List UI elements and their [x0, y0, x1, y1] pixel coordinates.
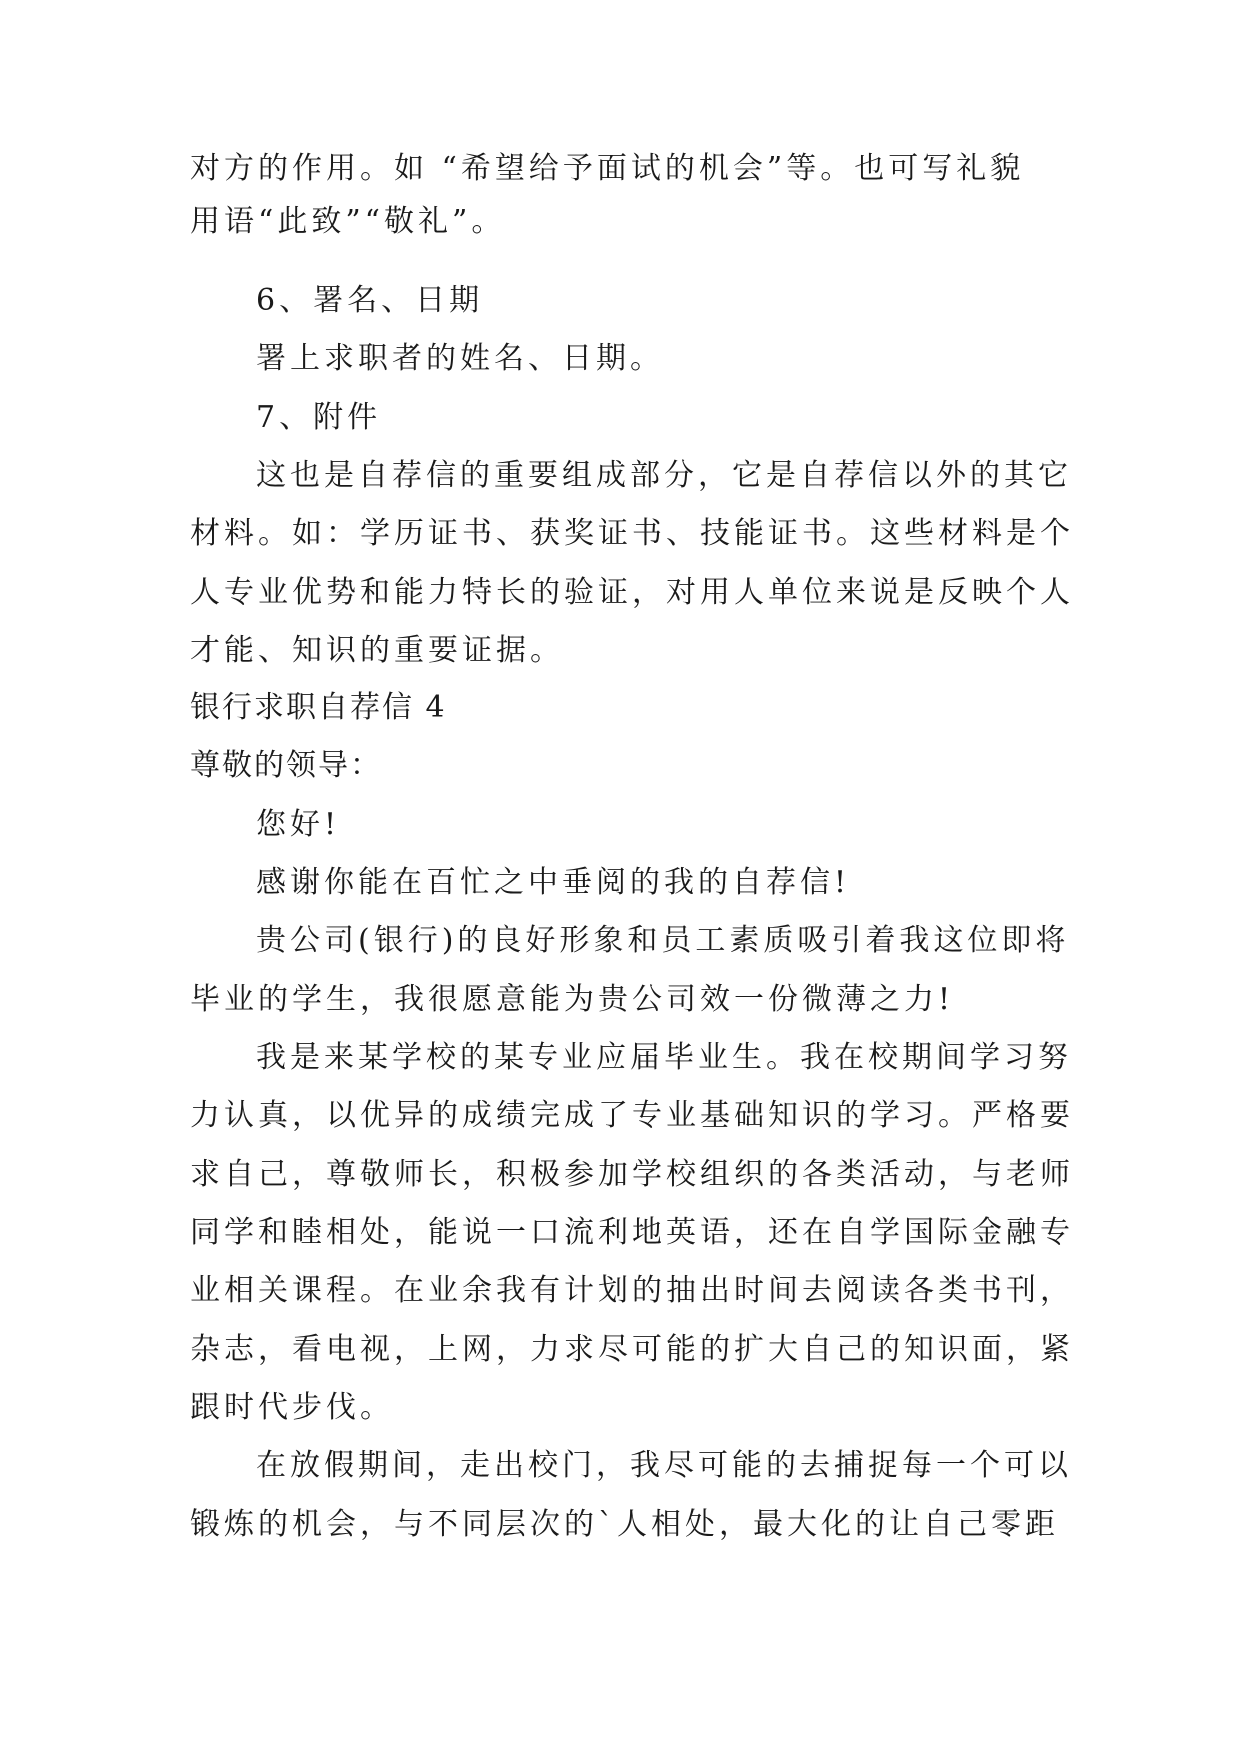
text-line: 在放假期间，走出校门，我尽可能的去捕捉每一个可以	[256, 1448, 1072, 1483]
section-heading-attachments: 7、附件	[256, 400, 382, 435]
text-line: 力认真，以优异的成绩完成了专业基础知识的学习。严格要	[190, 1098, 1074, 1133]
text-line: 感谢你能在百忙之中垂阅的我的自荐信!	[256, 865, 851, 900]
text-line: 才能、知识的重要证据。	[190, 633, 564, 668]
section-heading-signature: 6、署名、日期	[256, 283, 484, 318]
text-line: 署上求职者的姓名、日期。	[256, 341, 664, 376]
salutation: 尊敬的领导：	[190, 748, 382, 783]
text-line: 锻炼的机会，与不同层次的`人相处，最大化的让自己零距	[190, 1507, 1059, 1542]
text-line: 我是来某学校的某专业应届毕业生。我在校期间学习努	[256, 1040, 1072, 1075]
text-line: 跟时代步伐。	[190, 1390, 394, 1425]
text-line: 用语“此致”“敬礼”。	[190, 204, 506, 239]
letter-title: 银行求职自荐信 4	[190, 690, 447, 725]
text-line: 毕业的学生，我很愿意能为贵公司效一份微薄之力!	[190, 982, 955, 1017]
greeting: 您好!	[256, 807, 341, 842]
text-line: 同学和睦相处，能说一口流利地英语，还在自学国际金融专	[190, 1215, 1074, 1250]
text-line: 杂志，看电视，上网，力求尽可能的扩大自己的知识面，紧	[190, 1332, 1074, 1367]
text-line: 贵公司(银行)的良好形象和员工素质吸引着我这位即将	[256, 923, 1070, 958]
text-line: 对方的作用。如 “希望给予面试的机会”等。也可写礼貌	[190, 151, 1025, 186]
text-line: 这也是自荐信的重要组成部分，它是自荐信以外的其它	[256, 458, 1072, 493]
text-line: 业相关课程。在业余我有计划的抽出时间去阅读各类书刊，	[190, 1273, 1074, 1308]
text-line: 人专业优势和能力特长的验证，对用人单位来说是反映个人	[190, 575, 1074, 610]
text-line: 求自己，尊敬师长，积极参加学校组织的各类活动，与老师	[190, 1157, 1074, 1192]
text-line: 材料。如：学历证书、获奖证书、技能证书。这些材料是个	[190, 516, 1074, 551]
